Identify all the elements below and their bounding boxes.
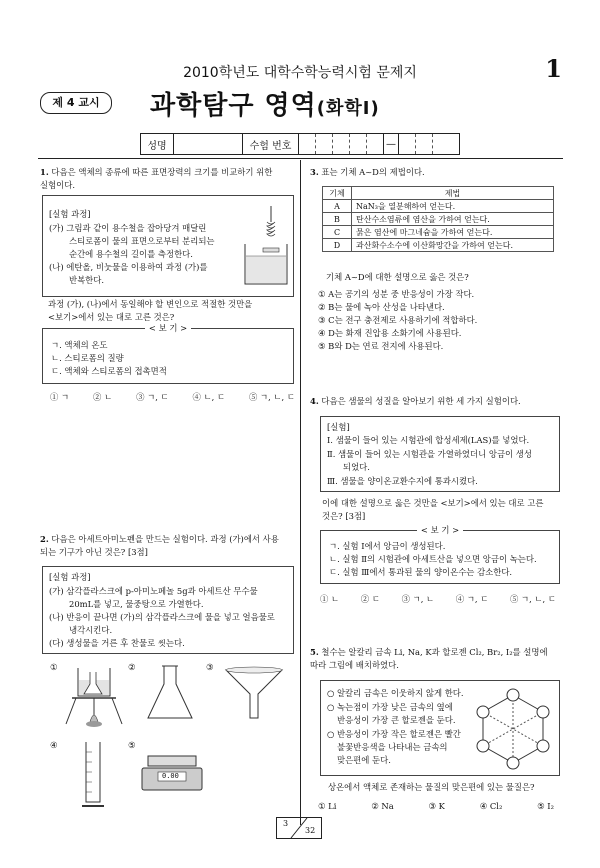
table-row: A NaN₃을 열분해하여 얻는다.	[323, 200, 554, 213]
erlenmeyer-flask-illustration	[142, 662, 198, 722]
table-header: 제법	[352, 187, 554, 200]
q1-question: 과정 (가), (나)에서 동일해야 할 변인으로 적절한 것만을 <보기>에서 있는 대로 고른 것은?	[48, 299, 253, 322]
q4-experiment-box: [실험] Ⅰ. 샘물이 들어 있는 시험관에 합성세제(LAS)를 넣었다. Ⅱ. 샘물이 들어 있는 시험관을 가열하였더니 앙금이 생성 되었다. Ⅲ. 샘물을 양이온교환수지에 통과시켰다.	[320, 416, 560, 492]
page-footer	[276, 817, 322, 839]
q5-number: 5.	[310, 647, 319, 657]
table-header: 기체	[323, 187, 352, 200]
choice[interactable]: ① A는 공기의 성분 중 반응성이 가장 작다.	[318, 289, 475, 299]
column-divider	[300, 160, 301, 825]
table-row: D 과산화수소수에 이산화망간을 가하여 얻는다.	[323, 239, 554, 252]
q2-stem: 2. 다음은 아세트아미노펜을 만드는 실험이다. 과정 (가)에서 사용 되는 기구가 아닌 것은? [3점]	[40, 534, 279, 557]
q5-stem: 5. 철수는 알칼리 금속 Li, Na, K과 할로젠 Cl₂, Br₂, I₂를 설명에 따라 그림에 배치하였다.	[310, 647, 548, 670]
q4-question: 이에 대한 설명으로 옳은 것만을 <보기>에서 있는 대로 고른 것은? [3점]	[322, 498, 544, 521]
bogi-label: < 보 기 >	[145, 323, 191, 333]
q2-number: 2.	[40, 534, 49, 544]
id-digit[interactable]	[299, 134, 316, 154]
id-separator: —	[384, 134, 399, 154]
q5-question: 상온에서 액체로 존재하는 물질의 맞은편에 있는 물질은?	[328, 782, 535, 792]
choice[interactable]: ② B는 물에 녹아 산성을 나타낸다.	[318, 302, 445, 312]
q5-choices	[318, 800, 554, 813]
choice[interactable]: ② Na	[371, 801, 394, 811]
q3-table	[322, 186, 554, 252]
choice[interactable]: ① ㄴ	[320, 594, 340, 604]
id-digit[interactable]	[433, 134, 452, 154]
q5-rules-box: ○ 알칼리 금속은 이웃하지 않게 한다. ○ 녹는점이 가장 낮은 금속의 옆에 반응성이 가장 큰 할로젠을 둔다. ○ 반응성이 가장 작은 할로젠은 빨간 불꽃반응색을 나타내는 금속의 맞은편에 둔다.	[320, 680, 560, 776]
id-digit[interactable]	[316, 134, 333, 154]
table-row: C 묽은 염산에 마그네슘을 가하여 얻는다.	[323, 226, 554, 239]
choice[interactable]: ① ㄱ	[50, 392, 70, 402]
choice[interactable]: ② ㄴ	[93, 392, 113, 402]
choice[interactable]: ③ ㄱ, ㄴ	[401, 594, 435, 604]
q1-procedure-box: [실험 과정] (가) 그림과 같이 용수철을 잡아당겨 매달린 스티로폼이 물의 표면으로부터 분리되는 순간에 용수철의 길이를 측정한다. (나) 에탄올, 비눗물을 이용하여 과정 (가)를 반복한다.	[42, 195, 294, 297]
choice-mark[interactable]: ②	[128, 662, 136, 672]
choice[interactable]: ② ㄷ	[360, 594, 380, 604]
page-number: 1	[545, 54, 562, 83]
subject-main: 과학탐구 영역	[150, 91, 317, 121]
header-rule	[38, 158, 563, 159]
choice-mark[interactable]: ③	[206, 662, 214, 672]
q4-number: 4.	[310, 396, 319, 406]
q3-question: 기체 A~D에 대한 설명으로 옳은 것은?	[326, 272, 469, 282]
choice[interactable]: ③ K	[428, 801, 445, 811]
period-badge: 제 4 교시	[40, 92, 112, 114]
subject-title	[150, 85, 380, 122]
q1-stem: 1. 다음은 액체의 종류에 따른 표면장력의 크기를 비교하기 위한 실험이다.	[40, 167, 273, 190]
id-label: 수험 번호	[243, 134, 299, 154]
q4-bogi-box: < 보 기 > ㄱ. 실험 Ⅰ에서 앙금이 생성된다. ㄴ. 실험 Ⅱ의 시험관에 아세트산을 넣으면 앙금이 녹는다. ㄷ. 실험 Ⅲ에서 통과된 물의 양이온수는 감소한다.	[320, 530, 560, 584]
id-digit[interactable]	[399, 134, 416, 154]
q2-procedure-box: [실험 과정] (가) 삼각플라스크에 p-아미노페놀 5g과 아세트산 무수물 20mL를 넣고, 물중탕으로 가열한다. (나) 반응이 끝나면 (가)의 삼각플라스크에 물을 넣고 얼음물로 냉각시킨다. (다) 생성물을 거른 후 찬물로 씻는다.	[42, 566, 294, 654]
choice[interactable]: ① Li	[318, 801, 337, 811]
choice[interactable]: ④ ㄴ, ㄷ	[192, 392, 226, 402]
table-row: B 탄산수소염류에 염산을 가하여 얻는다.	[323, 213, 554, 226]
choice[interactable]: ④ Cl₂	[479, 801, 503, 811]
bogi-label: < 보 기 >	[417, 525, 463, 535]
choice[interactable]: ⑤ B와 D는 연료 전지에 사용된다.	[318, 341, 444, 351]
choice[interactable]: ⑤ I₂	[537, 801, 554, 811]
balance-display: 0.00	[162, 772, 179, 780]
subject-sub: (화학Ⅰ)	[316, 98, 380, 119]
q3-number: 3.	[310, 167, 319, 177]
q3-choices	[318, 288, 558, 353]
q4-choices	[320, 593, 556, 606]
choice-mark[interactable]: ⑤	[128, 740, 136, 750]
funnel-illustration	[222, 664, 286, 720]
exam-title: 2010학년도 대학수학능력시험 문제지	[183, 65, 417, 81]
q1-number: 1.	[40, 167, 49, 177]
graduated-cylinder-illustration	[78, 740, 108, 810]
id-digit[interactable]	[367, 134, 384, 154]
q1-choices	[50, 391, 295, 404]
spring-beaker-illustration	[241, 204, 291, 292]
choice[interactable]: ⑤ ㄱ, ㄴ, ㄷ	[249, 392, 295, 402]
id-digit[interactable]	[333, 134, 350, 154]
choice-mark[interactable]: ①	[50, 662, 58, 672]
q4-stem: 4. 다음은 샘물의 성질을 알아보기 위한 세 가지 실험이다.	[310, 396, 521, 406]
choice[interactable]: ④ D는 화재 진압용 소화기에 사용된다.	[318, 328, 462, 338]
name-field[interactable]	[174, 134, 243, 154]
choice[interactable]: ③ C는 전구 충전제로 사용하기에 적합하다.	[318, 315, 478, 325]
choice[interactable]: ③ ㄱ, ㄷ	[136, 392, 169, 402]
footer-total: 32	[305, 826, 316, 835]
choice[interactable]: ④ ㄱ, ㄷ	[455, 594, 489, 604]
id-digit[interactable]	[416, 134, 433, 154]
id-digit[interactable]	[350, 134, 367, 154]
hexagon-diagram	[471, 687, 555, 771]
student-id-bar	[140, 133, 460, 155]
q3-stem: 3. 표는 기체 A~D의 제법이다.	[310, 167, 425, 177]
name-label: 성명	[141, 134, 174, 154]
choice-mark[interactable]: ④	[50, 740, 58, 750]
q1-bogi-box: < 보 기 > ㄱ. 액체의 온도 ㄴ. 스티로폼의 질량 ㄷ. 액체와 스티로폼의 접촉면적	[42, 328, 294, 384]
electronic-balance-illustration	[140, 746, 204, 794]
footer-page: 3	[283, 819, 289, 828]
choice[interactable]: ⑤ ㄱ, ㄴ, ㄷ	[510, 594, 556, 604]
